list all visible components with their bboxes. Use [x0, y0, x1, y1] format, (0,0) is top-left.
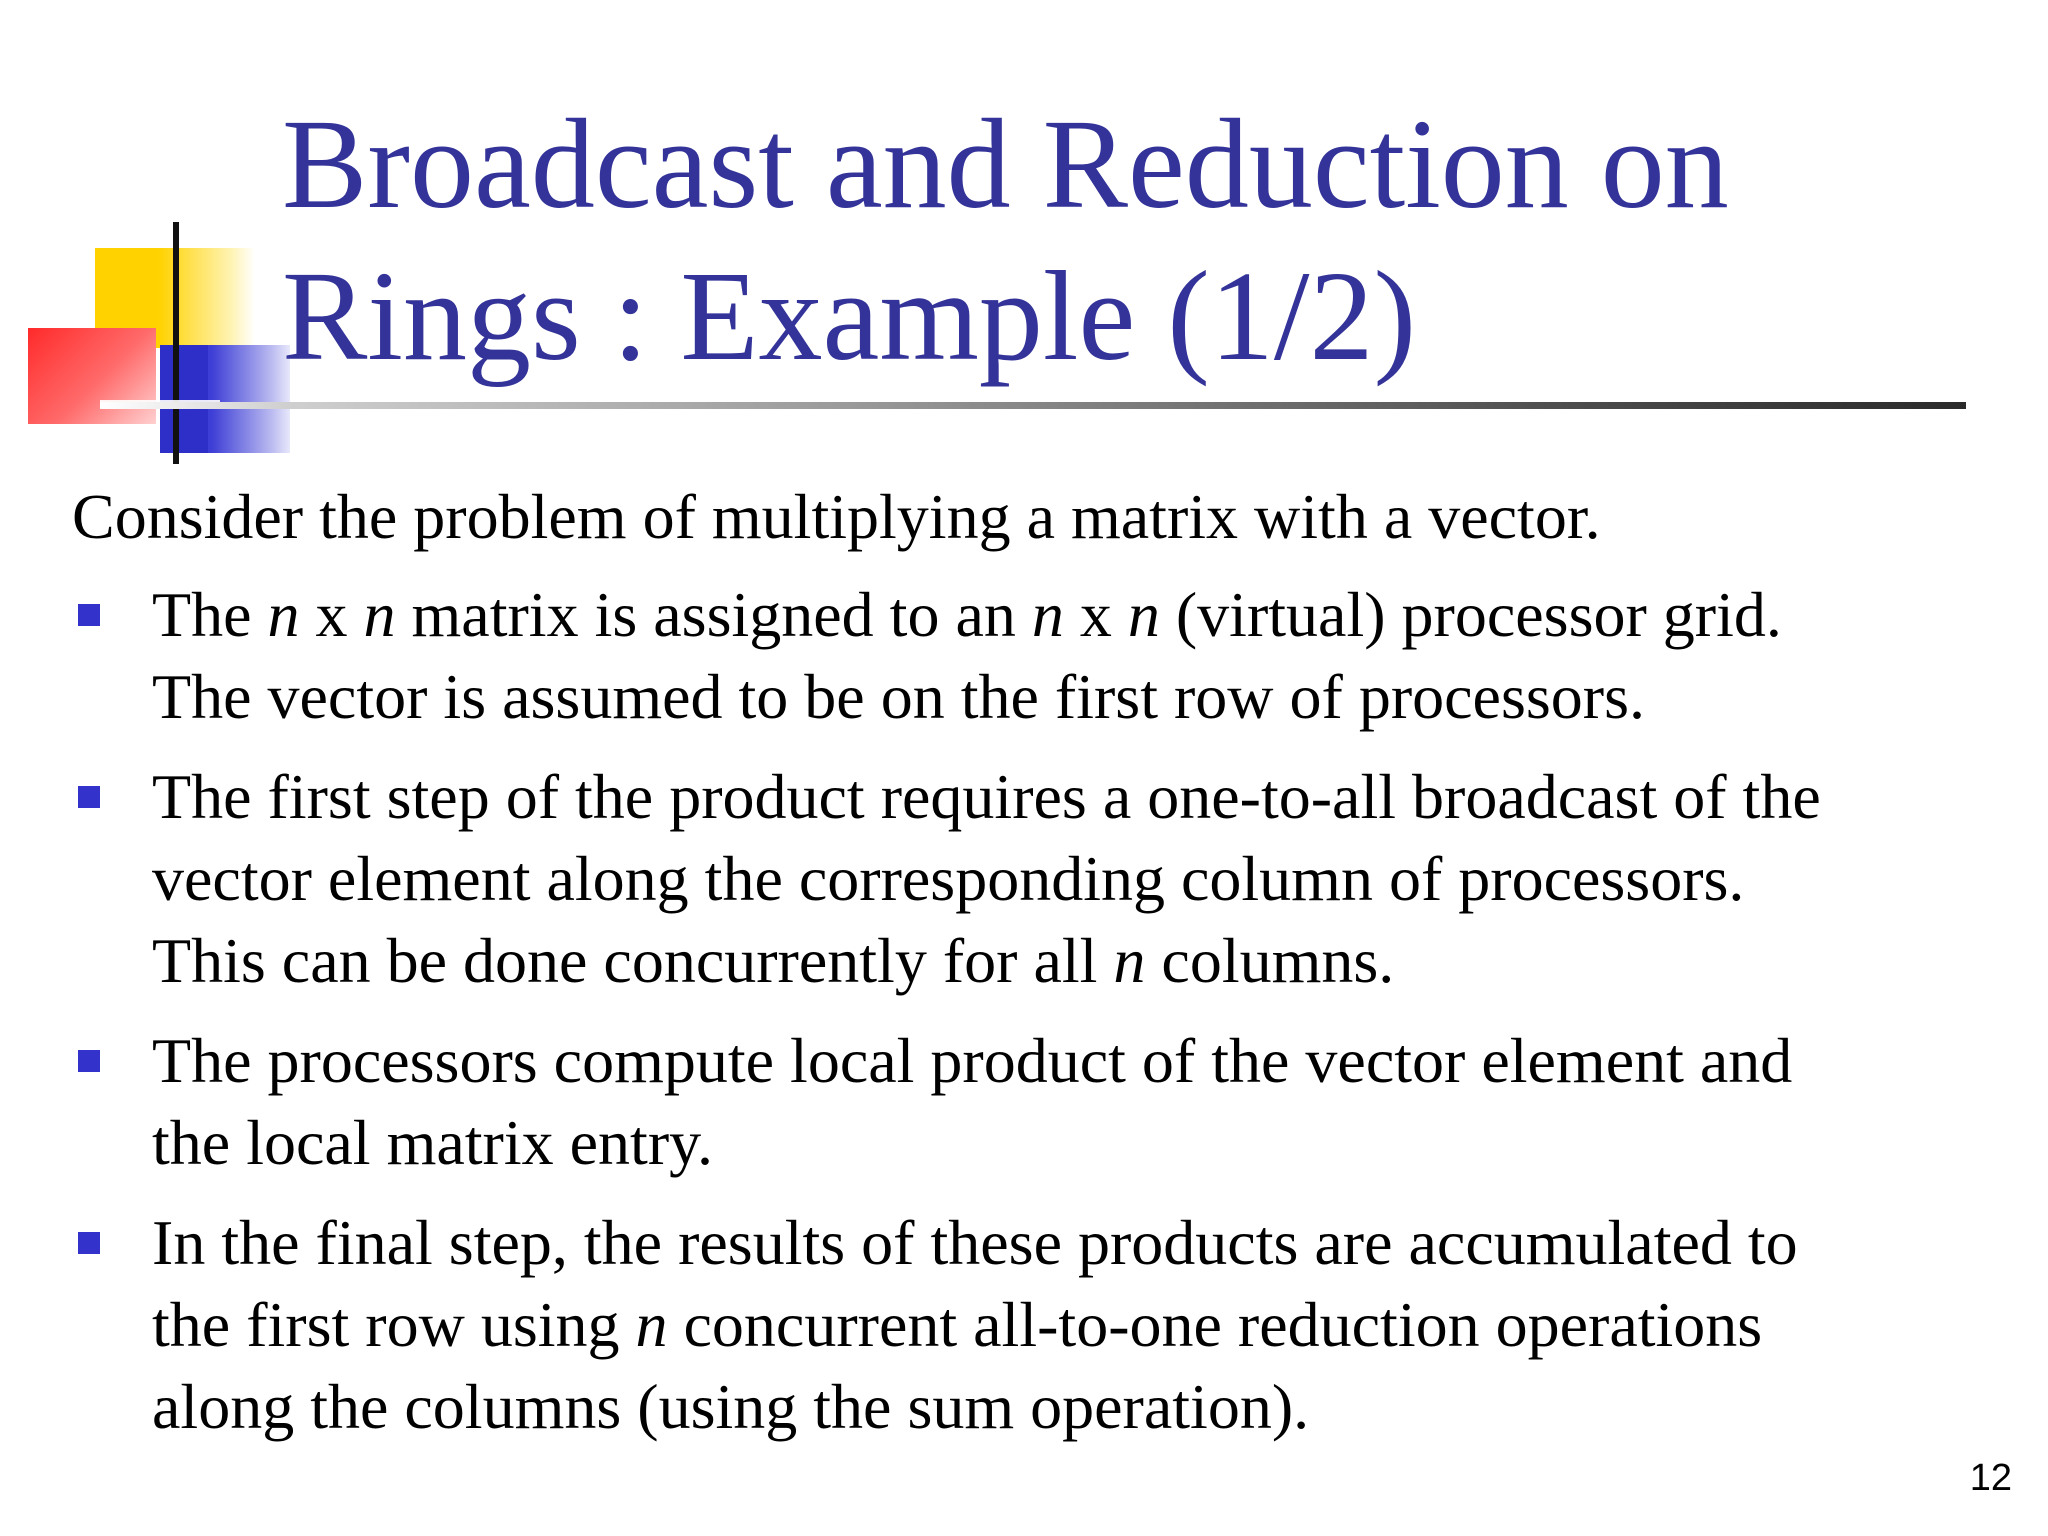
text-run: vector element along the corresponding column of processors.	[152, 843, 1745, 914]
text-run: matrix is assigned to an	[395, 579, 1032, 650]
bullet-line	[152, 656, 1972, 738]
text-run: The	[152, 579, 268, 650]
bullet-line	[152, 1020, 1972, 1102]
square-bullet-icon	[78, 1050, 100, 1072]
page-number: 12	[1969, 1457, 2012, 1499]
logo-red-block	[28, 328, 156, 424]
bullet-line	[152, 1284, 1972, 1366]
text-run: In the final step, the results of these products are accumulated to	[152, 1207, 1798, 1278]
text-run: The processors compute local product of the vector element and	[152, 1025, 1793, 1096]
bullet-item	[72, 1202, 1972, 1448]
title-line-1: Broadcast and Reduction on	[282, 93, 1729, 235]
italic-variable: n	[267, 579, 300, 650]
text-run: x	[1063, 579, 1128, 650]
title-line-2: Rings : Example (1/2)	[282, 245, 1417, 387]
bullet-item	[72, 756, 1972, 1002]
text-run: (virtual) processor grid.	[1159, 579, 1782, 650]
bullet-line	[152, 1102, 1972, 1184]
bullet-list	[72, 574, 1972, 1448]
bullet-item	[72, 1020, 1972, 1184]
bullet-item	[72, 574, 1972, 738]
italic-variable: n	[635, 1289, 668, 1360]
italic-variable: n	[363, 579, 396, 650]
text-run: The vector is assumed to be on the first row of processors.	[152, 661, 1645, 732]
italic-variable: n	[1031, 579, 1064, 650]
text-run: concurrent all-to-one reduction operations	[667, 1289, 1763, 1360]
square-bullet-icon	[78, 1232, 100, 1254]
text-run: the local matrix entry.	[152, 1107, 713, 1178]
bullet-line	[152, 574, 1972, 656]
square-bullet-icon	[78, 786, 100, 808]
italic-variable: n	[1127, 579, 1160, 650]
bullet-line	[152, 1366, 1972, 1448]
bullet-line	[152, 756, 1972, 838]
slide-logo-decoration	[0, 0, 300, 470]
slide-body	[72, 476, 1972, 1466]
title-divider	[100, 402, 1966, 409]
square-bullet-icon	[78, 604, 100, 626]
bullet-line	[152, 838, 1972, 920]
italic-variable: n	[1113, 925, 1146, 996]
text-run: This can be done concurrently for all	[152, 925, 1114, 996]
logo-blue-dark-block	[160, 345, 208, 453]
text-run: the first row using	[152, 1289, 636, 1360]
text-run: along the columns (using the sum operation).	[152, 1371, 1310, 1442]
bullet-line	[152, 920, 1972, 1002]
slide-title	[282, 88, 1982, 392]
intro-text: Consider the problem of multiplying a matrix with a vector.	[72, 481, 1601, 552]
text-run: The first step of the product requires a one-to-all broadcast of the	[152, 761, 1821, 832]
text-run: x	[299, 579, 364, 650]
logo-vertical-line	[173, 222, 179, 464]
text-run: columns.	[1145, 925, 1395, 996]
bullet-line	[152, 1202, 1972, 1284]
